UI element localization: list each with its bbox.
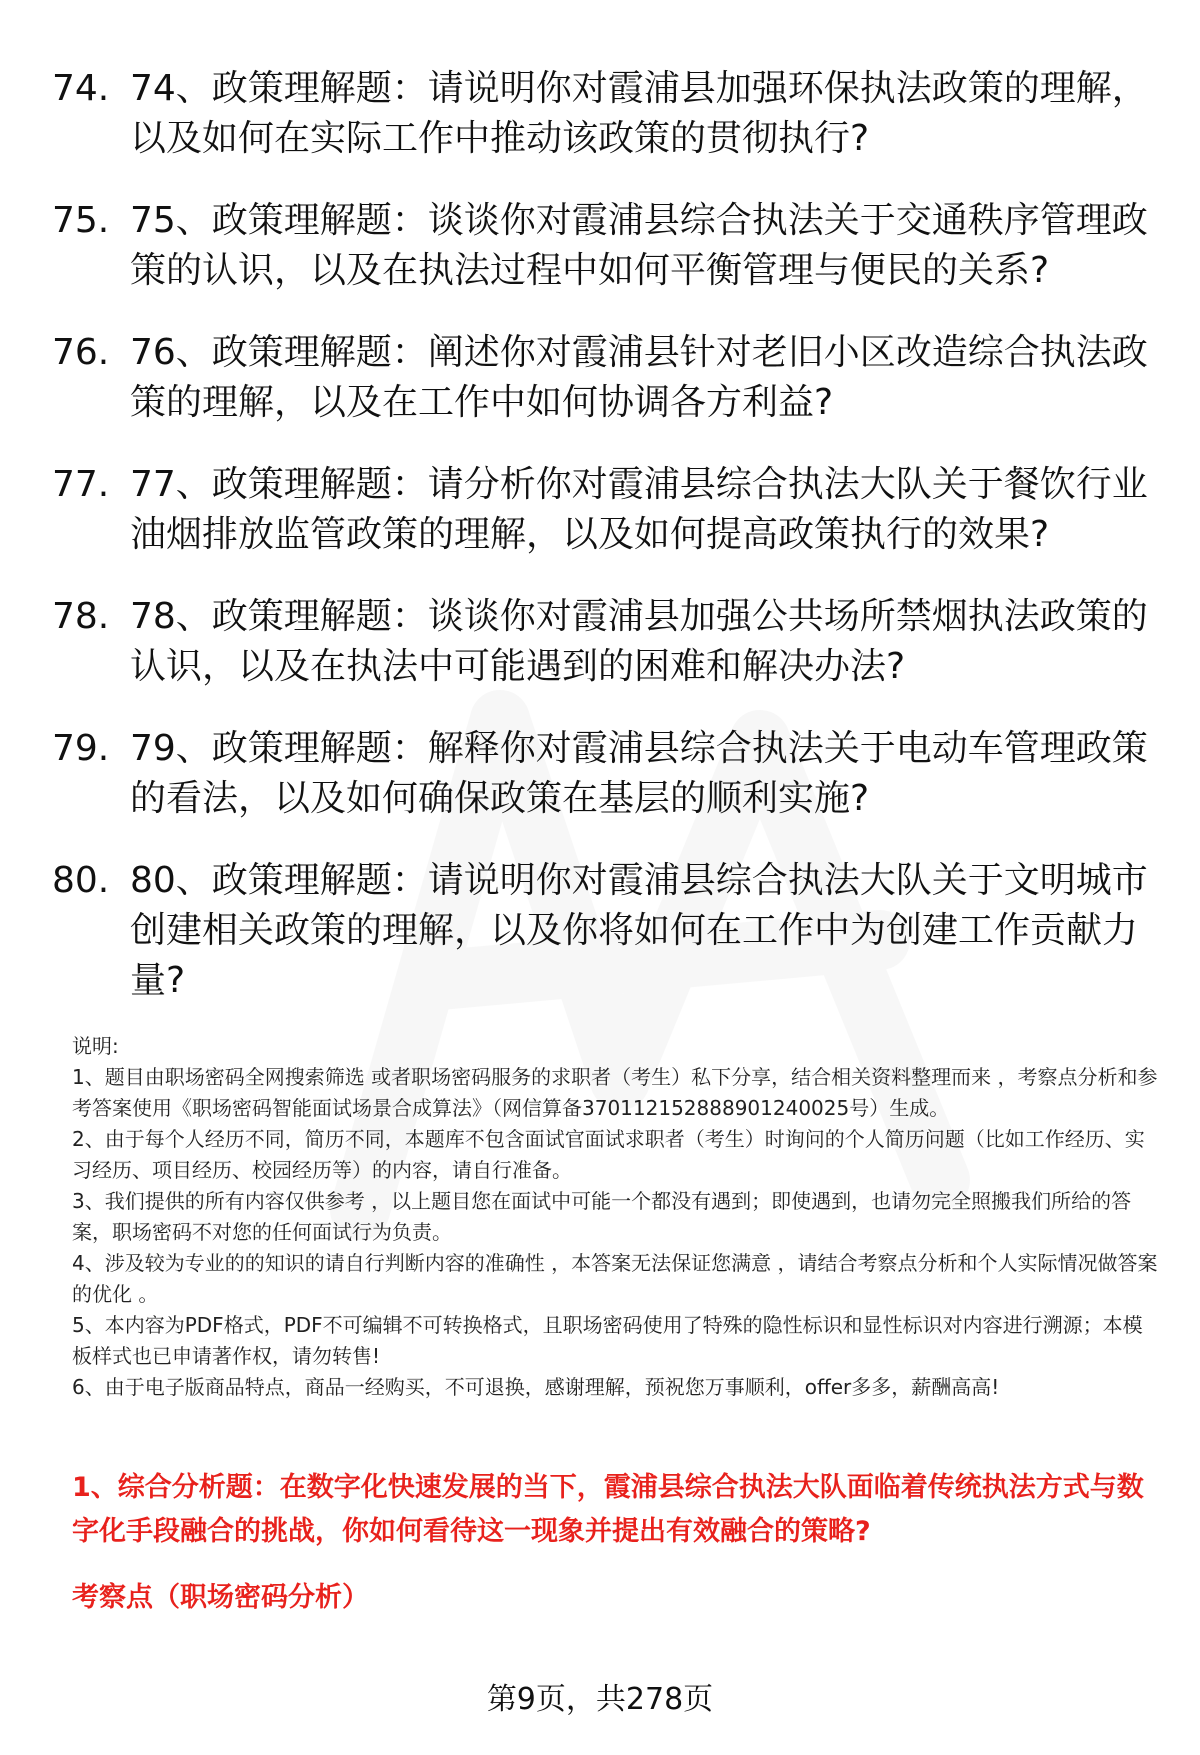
note-item: 5、本内容为PDF格式，PDF不可编辑不可转换格式，且职场密码使用了特殊的隐性标识和显性标识对内容进行溯源；本模板样式也已申请著作权，请勿转售! (72, 1313, 1143, 1368)
list-item (52, 856, 1152, 1006)
note-item: 2、由于每个人经历不同，简历不同，本题库不包含面试官面试求职者（考生）时询问的个人简历问题（比如工作经历、实习经历、项目经历、校园经历等）的内容，请自行准备。 (72, 1127, 1145, 1182)
question-number: 78. (52, 596, 110, 637)
page-number: 第9页，共278页 (486, 1682, 714, 1717)
question-text: 79、政策理解题：解释你对霞浦县综合执法关于电动车管理政策的看法，以及如何确保政策在基层的顺利实施? (130, 728, 1148, 819)
list-item (52, 196, 1152, 296)
list-item (52, 724, 1152, 824)
note-item: 6、由于电子版商品特点，商品一经购买，不可退换，感谢理解，预祝您万事顺利，offer多多，薪酬高高! (72, 1375, 1000, 1399)
question-number: 79. (52, 728, 110, 769)
analysis-question: 1、综合分析题：在数字化快速发展的当下，霞浦县综合执法大队面临着传统执法方式与数字化手段融合的挑战，你如何看待这一现象并提出有效融合的策略? (72, 1472, 1144, 1547)
question-number: 75. (52, 200, 110, 241)
question-text: 76、政策理解题：阐述你对霞浦县针对老旧小区改造综合执法政策的理解，以及在工作中如何协调各方利益? (130, 332, 1148, 423)
question-number: 80. (52, 860, 110, 901)
list-item (52, 460, 1152, 560)
question-text: 74、政策理解题：请说明你对霞浦县加强环保执法政策的理解，以及如何在实际工作中推动该政策的贯彻执行? (130, 68, 1148, 159)
note-item: 3、我们提供的所有内容仅供参考 ，以上题目您在面试中可能一个都没有遇到；即使遇到，也请勿完全照搬我们所给的答案，职场密码不对您的任何面试行为负责。 (72, 1189, 1132, 1244)
note-item: 4、涉及较为专业的的知识的请自行判断内容的准确性 ，本答案无法保证您满意 ，请结合考察点分析和个人实际情况做答案的优化 。 (72, 1251, 1158, 1306)
list-item (52, 64, 1152, 164)
question-text: 78、政策理解题：谈谈你对霞浦县加强公共场所禁烟执法政策的认识，以及在执法中可能遇到的困难和解决办法? (130, 596, 1148, 687)
question-text: 75、政策理解题：谈谈你对霞浦县综合执法关于交通秩序管理政策的认识，以及在执法过程中如何平衡管理与便民的关系? (130, 200, 1148, 291)
note-item: 1、题目由职场密码全网搜索筛选 或者职场密码服务的求职者（考生）私下分享，结合相关资料整理而来 ，考察点分析和参考答案使用《职场密码智能面试场景合成算法》（网信算备370112152888901240025号）生成。 (72, 1065, 1158, 1120)
question-text: 80、政策理解题：请说明你对霞浦县综合执法大队关于文明城市创建相关政策的理解，以及你将如何在工作中为创建工作贡献力量? (130, 860, 1148, 1001)
notes-title: 说明: (72, 1034, 119, 1058)
analysis-subheading: 考察点（职场密码分析） (72, 1582, 369, 1613)
question-number: 74. (52, 68, 110, 109)
question-text: 77、政策理解题：请分析你对霞浦县综合执法大队关于餐饮行业油烟排放监管政策的理解，以及如何提高政策执行的效果? (130, 464, 1148, 555)
question-number: 77. (52, 464, 110, 505)
list-item (52, 592, 1152, 692)
question-list (52, 64, 1152, 1038)
list-item (52, 328, 1152, 428)
notes-section (72, 1031, 1162, 1403)
question-number: 76. (52, 332, 110, 373)
